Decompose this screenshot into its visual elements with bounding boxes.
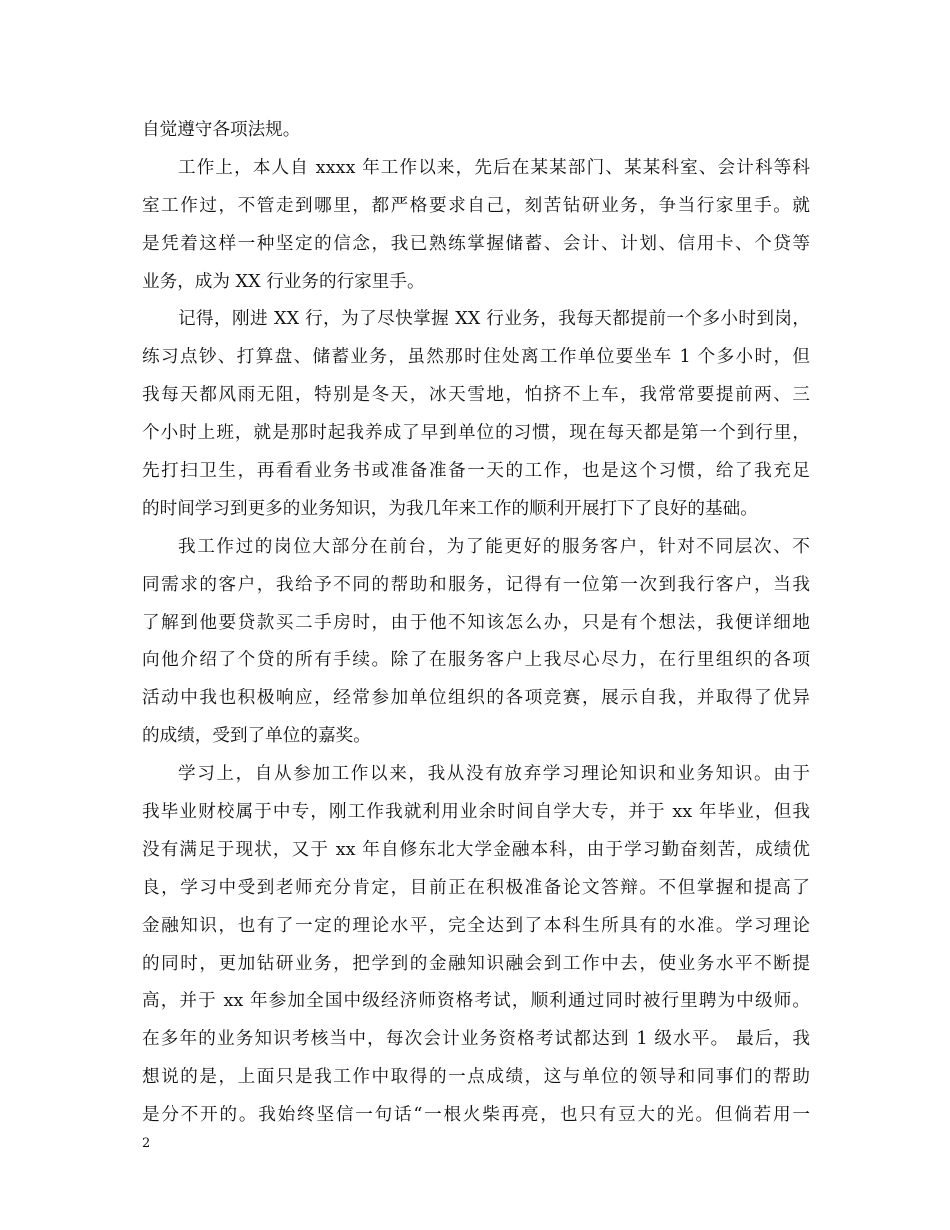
text-line: 没有满足于现状，又于 xx 年自修东北大学金融本科，由于学习勤奋刻苦，成绩优 xyxy=(142,839,810,860)
text-line: 的成绩，受到了单位的嘉奖。 xyxy=(142,726,371,747)
text-line: 工作上，本人自 xxxx 年工作以来，先后在某某部门、某某科室、会计科等科 xyxy=(178,157,810,178)
text-line: 想说的是，上面只是我工作中取得的一点成绩，这与单位的领导和同事们的帮助 xyxy=(142,1067,810,1088)
text-line: 的时间学习到更多的业务知识，为我几年来工作的顺利开展打下了良好的基础。 xyxy=(142,498,758,519)
page-number: 2 xyxy=(142,1136,151,1151)
text-line: 的同时，更加钻研业务，把学到的金融知识融会到工作中去，使业务水平不断提 xyxy=(142,953,810,974)
text-line: 金融知识，也有了一定的理论水平，完全达到了本科生所具有的水准。学习理论 xyxy=(142,915,810,936)
text-line: 高，并于 xx 年参加全国中级经济师资格考试，顺利通过同时被行里聘为中级师。 xyxy=(142,991,810,1012)
text-line: 室工作过，不管走到哪里，都严格要求自己，刻苦钻研业务，争当行家里手。就 xyxy=(142,195,810,216)
text-line: 是凭着这样一种坚定的信念，我已熟练掌握储蓄、会计、计划、信用卡、个贷等 xyxy=(142,233,810,254)
text-line: 自觉遵守各项法规。 xyxy=(142,120,301,140)
text-line: 是分不开的。我始终坚信一句话“一根火柴再亮，也只有豆大的光。但倘若用一 xyxy=(142,1105,810,1126)
text-line: 了解到他要贷款买二手房时，由于他不知该怎么办，只是有个想法，我便详细地 xyxy=(142,612,810,633)
text-line: 业务，成为 XX 行业务的行家里手。 xyxy=(142,271,425,292)
text-line: 向他介绍了个贷的所有手续。除了在服务客户上我尽心尽力，在行里组织的各项 xyxy=(142,650,810,671)
text-line: 我毕业财校属于中专，刚工作我就利用业余时间自学大专，并于 xx 年毕业，但我 xyxy=(142,802,810,823)
body-text xyxy=(142,112,810,1135)
text-line: 同需求的客户，我给予不同的帮助和服务，记得有一位第一次到我行客户，当我 xyxy=(142,574,810,595)
text-line: 先打扫卫生，再看看业务书或准备准备一天的工作，也是这个习惯，给了我充足 xyxy=(142,461,810,482)
text-line: 活动中我也积极响应，经常参加单位组织的各项竞赛，展示自我，并取得了优异 xyxy=(142,688,810,709)
text-line: 在多年的业务知识考核当中，每次会计业务资格考试都达到 1 级水平。 最后，我 xyxy=(142,1029,810,1050)
text-line: 记得，刚进 XX 行，为了尽快掌握 XX 行业务，我每天都提前一个多小时到岗， xyxy=(178,309,810,330)
text-line: 练习点钞、打算盘、储蓄业务，虽然那时住处离工作单位要坐车 1 个多小时，但 xyxy=(142,347,810,368)
text-line: 我每天都风雨无阻，特别是冬天，冰天雪地，怕挤不上车，我常常要提前两、三 xyxy=(142,385,810,406)
text-line: 学习上，自从参加工作以来，我从没有放弃学习理论知识和业务知识。由于 xyxy=(178,764,810,785)
text-line: 个小时上班，就是那时起我养成了早到单位的习惯，现在每天都是第一个到行里， xyxy=(142,423,810,444)
text-line: 良，学习中受到老师充分肯定，目前正在积极准备论文答辩。不但掌握和提高了 xyxy=(142,877,810,898)
text-line: 我工作过的岗位大部分在前台，为了能更好的服务客户，针对不同层次、不 xyxy=(178,536,810,557)
